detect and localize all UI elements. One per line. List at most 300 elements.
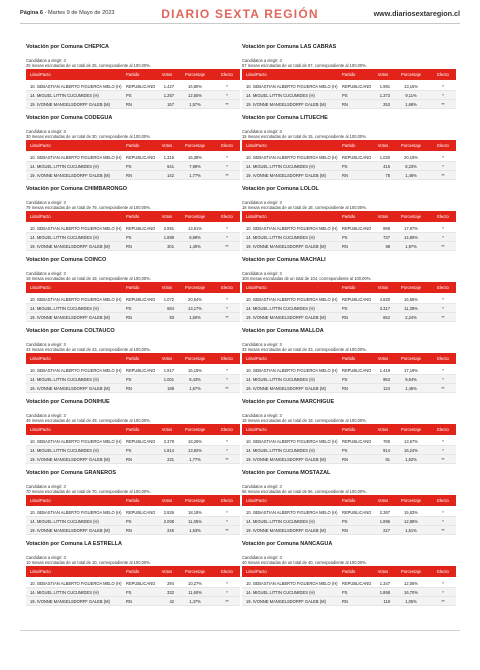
- table-row: [26, 508, 240, 517]
- candidate-percent: 11,05%: [188, 518, 202, 524]
- header-percent: Porcentaje: [184, 356, 206, 361]
- candidate-percent: 16,80%: [188, 83, 202, 89]
- commune-title: Votación por Comuna MACHALÍ: [242, 257, 326, 263]
- header-party: Partido: [126, 356, 140, 361]
- results-table: [26, 282, 240, 322]
- header-party: Partido: [126, 285, 140, 290]
- table-row: [242, 366, 456, 375]
- results-table-header: [242, 140, 456, 151]
- candidates-to-elect: Candidatos a elegir: 3: [26, 58, 66, 63]
- candidate-percent: 1,53%: [189, 527, 201, 533]
- header-party: Partido: [342, 285, 356, 290]
- elected-mark: *: [226, 518, 228, 524]
- candidate-name: 10. SEBASTIAN ALBERTO FIGUEROA MELO (H): [246, 83, 338, 89]
- candidate-name: 14. MIGUEL LITTIN CUCUMIDES (H): [30, 589, 99, 595]
- candidate-party: PS: [342, 234, 348, 240]
- candidate-party: RN: [126, 385, 132, 391]
- candidate-name: 19. IVONNE MANGELSDORFF GALEB (M): [30, 385, 110, 391]
- candidate-name: 14. MIGUEL LITTIN CUCUMIDES (H): [30, 305, 99, 311]
- commune-title: Votación por Comuna CHÉPICA: [26, 44, 110, 50]
- candidate-percent: 1,06%: [405, 598, 417, 604]
- candidate-percent: 16,70%: [404, 589, 418, 595]
- candidate-percent: 1,51%: [405, 527, 417, 533]
- candidate-votes: 953: [383, 376, 390, 382]
- candidate-votes: 2.379: [163, 438, 174, 444]
- header-votes: Votos: [377, 498, 389, 503]
- header-party: Partido: [342, 72, 356, 77]
- header-candidate: Lista/Pacto: [30, 498, 51, 503]
- candidates-to-elect: Candidatos a elegir: 3: [242, 342, 282, 347]
- candidate-votes: 294: [167, 580, 174, 586]
- table-row: [26, 171, 240, 180]
- table-row: [26, 597, 240, 606]
- elected-mark: *: [226, 376, 228, 382]
- left-column: [26, 44, 240, 612]
- candidate-votes: 75: [385, 172, 390, 178]
- header-party: Partido: [126, 72, 140, 77]
- results-table-header: [26, 282, 240, 293]
- elected-mark: *: [442, 92, 444, 98]
- results-table: [26, 566, 240, 606]
- candidate-name: 10. SEBASTIAN ALBERTO FIGUEROA MELO (H): [246, 509, 338, 515]
- results-table: [242, 69, 456, 109]
- elected-mark: *: [226, 163, 228, 169]
- elected-mark: *: [442, 225, 444, 231]
- results-table-header: [26, 566, 240, 577]
- elected-mark: *: [442, 518, 444, 524]
- candidate-party: REPUBLICANO: [126, 154, 156, 160]
- header-votes: Votos: [377, 143, 389, 148]
- header-percent: Porcentaje: [400, 498, 422, 503]
- candidate-name: 19. IVONNE MANGELSDORFF GALEB (M): [30, 243, 110, 249]
- commune-result-block: [242, 257, 456, 328]
- table-row: [26, 517, 240, 526]
- header-elected: Electo: [221, 214, 233, 219]
- candidate-percent: 1,52%: [405, 456, 417, 462]
- candidate-votes: 1.020: [379, 154, 390, 160]
- issue-date: Martes 9 de Mayo de 2023: [48, 10, 115, 16]
- candidates-to-elect: Candidatos a elegir: 3: [26, 413, 66, 418]
- header-elected: Electo: [437, 569, 449, 574]
- header-elected: Electo: [221, 143, 233, 148]
- header-candidate: Lista/Pacto: [30, 356, 51, 361]
- table-row: [26, 526, 240, 535]
- candidate-name: 10. SEBASTIAN ALBERTO FIGUEROA MELO (H): [246, 580, 338, 586]
- elected-mark: *: [226, 83, 228, 89]
- candidate-party: RN: [342, 385, 348, 391]
- candidates-to-elect: Candidatos a elegir: 3: [242, 413, 282, 418]
- results-table: [26, 353, 240, 393]
- commune-title: Votación por Comuna NANCAGUA: [242, 541, 333, 547]
- commune-result-block: [242, 541, 456, 612]
- header-candidate: Lista/Pacto: [246, 143, 267, 148]
- tables-counted: 40 mesas escrutadas de un total de 40, correspondiente al 100,00%.: [242, 560, 367, 565]
- candidate-votes: 332: [167, 589, 174, 595]
- table-row: [26, 91, 240, 100]
- candidate-name: 19. IVONNE MANGELSDORFF GALEB (M): [30, 456, 110, 462]
- candidate-party: RN: [342, 527, 348, 533]
- elected-mark: *: [442, 234, 444, 240]
- header-percent: Porcentaje: [400, 569, 422, 574]
- commune-title: Votación por Comuna CHIMBARONGO: [26, 186, 128, 192]
- candidate-percent: 1,57%: [189, 101, 201, 107]
- elected-mark: **: [225, 385, 229, 391]
- candidate-party: PS: [342, 163, 348, 169]
- candidate-votes: 737: [383, 234, 390, 240]
- table-row: [242, 375, 456, 384]
- commune-title: Votación por Comuna LA ESTRELLA: [26, 541, 122, 547]
- candidate-party: REPUBLICANO: [126, 296, 156, 302]
- candidate-name: 10. SEBASTIAN ALBERTO FIGUEROA MELO (H): [30, 154, 122, 160]
- candidate-name: 10. SEBASTIAN ALBERTO FIGUEROA MELO (H): [30, 438, 122, 444]
- header-candidate: Lista/Pacto: [30, 427, 51, 432]
- header-percent: Porcentaje: [400, 285, 422, 290]
- candidate-party: REPUBLICANO: [342, 225, 372, 231]
- candidate-party: RN: [126, 243, 132, 249]
- results-table: [26, 211, 240, 251]
- header-candidate: Lista/Pacto: [246, 569, 267, 574]
- candidate-party: REPUBLICANO: [342, 154, 372, 160]
- candidate-party: REPUBLICANO: [126, 438, 156, 444]
- candidate-name: 10. SEBASTIAN ALBERTO FIGUEROA MELO (H): [30, 509, 122, 515]
- candidate-name: 14. MIGUEL LITTIN CUCUMIDES (H): [30, 163, 99, 169]
- table-row: [26, 588, 240, 597]
- candidate-percent: 12,60%: [188, 92, 202, 98]
- tables-counted: 30 mesas escrutadas de un total de 30, correspondiente al 100,00%.: [26, 134, 151, 139]
- candidate-votes: 898: [383, 225, 390, 231]
- candidate-name: 10. SEBASTIAN ALBERTO FIGUEROA MELO (H): [246, 225, 338, 231]
- candidate-name: 19. IVONNE MANGELSDORFF GALEB (M): [30, 527, 110, 533]
- candidate-party: REPUBLICANO: [126, 367, 156, 373]
- candidate-name: 14. MIGUEL LITTIN CUCUMIDES (H): [30, 447, 99, 453]
- candidates-to-elect: Candidatos a elegir: 3: [26, 555, 66, 560]
- results-table-header: [242, 424, 456, 435]
- table-row: [242, 224, 456, 233]
- candidate-votes: 42: [169, 598, 174, 604]
- header-votes: Votos: [161, 356, 173, 361]
- commune-title: Votación por Comuna DOÑIHUE: [26, 399, 110, 405]
- table-row: [26, 82, 240, 91]
- results-table-header: [242, 566, 456, 577]
- results-table-header: [242, 69, 456, 80]
- header-candidate: Lista/Pacto: [246, 356, 267, 361]
- candidate-name: 10. SEBASTIAN ALBERTO FIGUEROA MELO (H): [30, 580, 122, 586]
- candidate-name: 19. IVONNE MANGELSDORFF GALEB (M): [246, 598, 326, 604]
- candidate-percent: 12,05%: [404, 580, 418, 586]
- tables-counted: 56 mesas escrutadas de un total de 56, correspondiente al 100,00%.: [242, 489, 367, 494]
- elected-mark: **: [441, 456, 445, 462]
- tables-counted: 15 mesas escrutadas de un total de 15, correspondiente al 100,00%.: [242, 134, 367, 139]
- commune-title: Votación por Comuna COLTAUCO: [26, 328, 115, 334]
- candidate-name: 10. SEBASTIAN ALBERTO FIGUEROA MELO (H): [30, 296, 122, 302]
- table-row: [242, 100, 456, 109]
- header-percent: Porcentaje: [184, 498, 206, 503]
- candidate-votes: 1.001: [163, 376, 174, 382]
- candidate-votes: 142: [167, 172, 174, 178]
- table-row: [26, 153, 240, 162]
- candidate-party: PS: [126, 305, 132, 311]
- candidate-name: 19. IVONNE MANGELSDORFF GALEB (M): [246, 385, 326, 391]
- commune-result-block: [26, 541, 240, 612]
- header-elected: Electo: [437, 72, 449, 77]
- elected-mark: *: [442, 163, 444, 169]
- candidates-to-elect: Candidatos a elegir: 3: [242, 200, 282, 205]
- candidate-percent: 1,77%: [189, 172, 201, 178]
- candidate-party: REPUBLICANO: [126, 509, 156, 515]
- candidate-party: RN: [126, 527, 132, 533]
- candidate-votes: 1.315: [163, 154, 174, 160]
- candidate-party: RN: [342, 172, 348, 178]
- candidate-votes: 124: [383, 385, 390, 391]
- candidate-party: PS: [126, 163, 132, 169]
- candidate-party: REPUBLICANO: [126, 83, 156, 89]
- candidate-party: PS: [342, 518, 348, 524]
- table-row: [242, 588, 456, 597]
- results-table-header: [242, 495, 456, 506]
- results-table: [242, 353, 456, 393]
- elected-mark: **: [441, 385, 445, 391]
- candidate-name: 10. SEBASTIAN ALBERTO FIGUEROA MELO (H): [246, 367, 338, 373]
- table-row: [242, 437, 456, 446]
- header-votes: Votos: [161, 72, 173, 77]
- candidate-party: RN: [126, 598, 132, 604]
- header-elected: Electo: [437, 214, 449, 219]
- elected-mark: **: [225, 243, 229, 249]
- candidates-to-elect: Candidatos a elegir: 3: [242, 58, 282, 63]
- candidate-percent: 1,60%: [189, 314, 201, 320]
- elected-mark: *: [226, 580, 228, 586]
- candidate-votes: 301: [167, 243, 174, 249]
- table-row: [26, 366, 240, 375]
- header-elected: Electo: [437, 498, 449, 503]
- table-row: [26, 242, 240, 251]
- candidate-votes: 1.981: [379, 83, 390, 89]
- candidate-name: 19. IVONNE MANGELSDORFF GALEB (M): [246, 527, 326, 533]
- candidate-percent: 1,40%: [189, 243, 201, 249]
- candidate-percent: 1,67%: [189, 385, 201, 391]
- candidate-percent: 13,92%: [188, 447, 202, 453]
- elected-mark: *: [442, 589, 444, 595]
- commune-title: Votación por Comuna GRANEROS: [26, 470, 117, 476]
- candidate-percent: 11,60%: [188, 589, 202, 595]
- elected-mark: **: [225, 527, 229, 533]
- header-elected: Electo: [437, 143, 449, 148]
- elected-mark: *: [442, 154, 444, 160]
- commune-result-block: [242, 44, 456, 115]
- elected-mark: *: [442, 509, 444, 515]
- header-percent: Porcentaje: [400, 143, 422, 148]
- candidate-percent: 13,17%: [188, 305, 202, 311]
- commune-result-block: [242, 115, 456, 186]
- candidate-name: 14. MIGUEL LITTIN CUCUMIDES (H): [246, 163, 315, 169]
- candidate-votes: 1.373: [379, 92, 390, 98]
- candidate-votes: 2.826: [163, 509, 174, 515]
- table-row: [242, 153, 456, 162]
- candidate-name: 19. IVONNE MANGELSDORFF GALEB (M): [30, 598, 110, 604]
- candidate-votes: 1.917: [163, 367, 174, 373]
- header-candidate: Lista/Pacto: [30, 285, 51, 290]
- candidate-votes: 246: [167, 527, 174, 533]
- commune-result-block: [26, 399, 240, 470]
- header-votes: Votos: [377, 285, 389, 290]
- candidate-party: RN: [126, 456, 132, 462]
- table-row: [242, 455, 456, 464]
- candidate-votes: 157: [167, 101, 174, 107]
- candidate-percent: 18,18%: [188, 509, 202, 515]
- candidate-party: RN: [342, 456, 348, 462]
- results-table: [242, 566, 456, 606]
- header-elected: Electo: [221, 285, 233, 290]
- candidate-percent: 9,54%: [405, 376, 417, 382]
- table-row: [26, 233, 240, 242]
- candidate-percent: 1,97%: [405, 243, 417, 249]
- elected-mark: *: [442, 376, 444, 382]
- table-row: [242, 91, 456, 100]
- elected-mark: *: [226, 589, 228, 595]
- table-row: [26, 100, 240, 109]
- header-votes: Votos: [161, 214, 173, 219]
- results-table: [242, 211, 456, 251]
- table-row: [242, 162, 456, 171]
- results-table-header: [242, 353, 456, 364]
- table-row: [26, 455, 240, 464]
- results-table: [26, 69, 240, 109]
- header-elected: Electo: [437, 427, 449, 432]
- tables-counted: 57 mesas escrutadas de un total de 57, correspondiente al 100,00%.: [242, 63, 367, 68]
- results-table-header: [26, 495, 240, 506]
- commune-title: Votación por Comuna COINCO: [26, 257, 107, 263]
- header-percent: Porcentaje: [400, 356, 422, 361]
- candidate-votes: 1.347: [379, 580, 390, 586]
- candidate-name: 14. MIGUEL LITTIN CUCUMIDES (H): [246, 447, 315, 453]
- candidate-name: 19. IVONNE MANGELSDORFF GALEB (M): [246, 101, 326, 107]
- candidate-party: REPUBLICANO: [342, 580, 372, 586]
- newspaper-name: DIARIO SEXTA REGIÓN: [161, 7, 319, 21]
- elected-mark: *: [226, 438, 228, 444]
- header-candidate: Lista/Pacto: [246, 498, 267, 503]
- candidate-votes: 1.814: [163, 447, 174, 453]
- results-table: [26, 495, 240, 535]
- header-candidate: Lista/Pacto: [30, 143, 51, 148]
- header-party: Partido: [342, 214, 356, 219]
- table-row: [242, 304, 456, 313]
- candidate-name: 10. SEBASTIAN ALBERTO FIGUEROA MELO (H): [30, 367, 122, 373]
- header-elected: Electo: [221, 569, 233, 574]
- candidate-percent: 11,39%: [404, 305, 418, 311]
- header-percent: Porcentaje: [184, 72, 206, 77]
- table-row: [242, 295, 456, 304]
- website-link[interactable]: www.diariosextaregion.cl: [373, 9, 460, 18]
- results-table-header: [26, 140, 240, 151]
- candidate-percent: 14,80%: [404, 234, 418, 240]
- candidate-percent: 1,68%: [405, 101, 417, 107]
- candidate-name: 19. IVONNE MANGELSDORFF GALEB (M): [30, 101, 110, 107]
- candidate-party: RN: [342, 243, 348, 249]
- page-number: Página 6: [20, 10, 44, 16]
- header-candidate: Lista/Pacto: [30, 214, 51, 219]
- header-votes: Votos: [161, 569, 173, 574]
- candidate-votes: 1.072: [163, 296, 174, 302]
- candidate-party: PS: [342, 447, 348, 453]
- candidate-votes: 83: [169, 314, 174, 320]
- candidate-name: 14. MIGUEL LITTIN CUCUMIDES (H): [30, 376, 99, 382]
- commune-result-block: [26, 470, 240, 541]
- candidate-votes: 231: [167, 456, 174, 462]
- header-percent: Porcentaje: [184, 143, 206, 148]
- candidates-to-elect: Candidatos a elegir: 3: [242, 129, 282, 134]
- candidate-party: REPUBLICANO: [342, 83, 372, 89]
- tables-counted: 19 mesas escrutadas de un total de 19, correspondiente al 100,00%.: [26, 276, 151, 281]
- elected-mark: **: [441, 314, 445, 320]
- commune-title: Votación por Comuna LITUECHE: [242, 115, 328, 121]
- candidate-name: 10. SEBASTIAN ALBERTO FIGUEROA MELO (H): [30, 225, 122, 231]
- candidate-name: 19. IVONNE MANGELSDORFF GALEB (M): [246, 456, 326, 462]
- candidate-votes: 652: [383, 314, 390, 320]
- candidate-name: 19. IVONNE MANGELSDORFF GALEB (M): [246, 243, 326, 249]
- table-row: [26, 313, 240, 322]
- elected-mark: *: [226, 92, 228, 98]
- candidate-percent: 8,89%: [189, 234, 201, 240]
- candidate-party: RN: [342, 314, 348, 320]
- elected-mark: **: [225, 172, 229, 178]
- candidate-votes: 98: [385, 243, 390, 249]
- tables-counted: 43 mesas escrutadas de un total de 43, correspondiente al 100,00%.: [26, 347, 151, 352]
- results-table: [242, 282, 456, 322]
- right-column: [242, 44, 456, 612]
- candidate-party: PS: [342, 376, 348, 382]
- candidates-to-elect: Candidatos a elegir: 3: [26, 342, 66, 347]
- candidate-party: PS: [126, 518, 132, 524]
- page-info: Página 6 - Martes 9 de Mayo de 2023: [20, 10, 115, 16]
- results-table-header: [26, 424, 240, 435]
- header-party: Partido: [342, 427, 356, 432]
- results-table-header: [242, 282, 456, 293]
- results-table: [242, 140, 456, 180]
- table-row: [26, 384, 240, 393]
- candidate-party: PS: [342, 589, 348, 595]
- header-candidate: Lista/Pacto: [30, 569, 51, 574]
- candidate-name: 19. IVONNE MANGELSDORFF GALEB (M): [246, 314, 326, 320]
- candidate-name: 19. IVONNE MANGELSDORFF GALEB (M): [246, 172, 326, 178]
- tables-counted: 25 mesas escrutadas de un total de 25, correspondiente al 100,00%.: [26, 63, 151, 68]
- candidates-to-elect: Candidatos a elegir: 3: [26, 200, 66, 205]
- results-table: [242, 495, 456, 535]
- candidate-votes: 4.820: [379, 296, 390, 302]
- candidate-votes: 416: [383, 163, 390, 169]
- header-party: Partido: [126, 569, 140, 574]
- header-votes: Votos: [161, 285, 173, 290]
- candidate-name: 10. SEBASTIAN ALBERTO FIGUEROA MELO (H): [30, 83, 122, 89]
- header-party: Partido: [126, 498, 140, 503]
- elected-mark: **: [225, 456, 229, 462]
- candidate-percent: 13,61%: [188, 225, 202, 231]
- header-party: Partido: [126, 427, 140, 432]
- candidate-votes: 2.008: [163, 518, 174, 524]
- elected-mark: *: [226, 154, 228, 160]
- header-percent: Porcentaje: [400, 214, 422, 219]
- candidate-percent: 9,11%: [405, 92, 417, 98]
- table-row: [242, 171, 456, 180]
- elected-mark: *: [442, 83, 444, 89]
- header-votes: Votos: [377, 214, 389, 219]
- candidate-percent: 13,15%: [404, 83, 418, 89]
- elected-mark: **: [441, 172, 445, 178]
- header-candidate: Lista/Pacto: [30, 72, 51, 77]
- table-row: [242, 446, 456, 455]
- header-votes: Votos: [161, 427, 173, 432]
- table-row: [242, 508, 456, 517]
- candidate-percent: 1,47%: [189, 598, 201, 604]
